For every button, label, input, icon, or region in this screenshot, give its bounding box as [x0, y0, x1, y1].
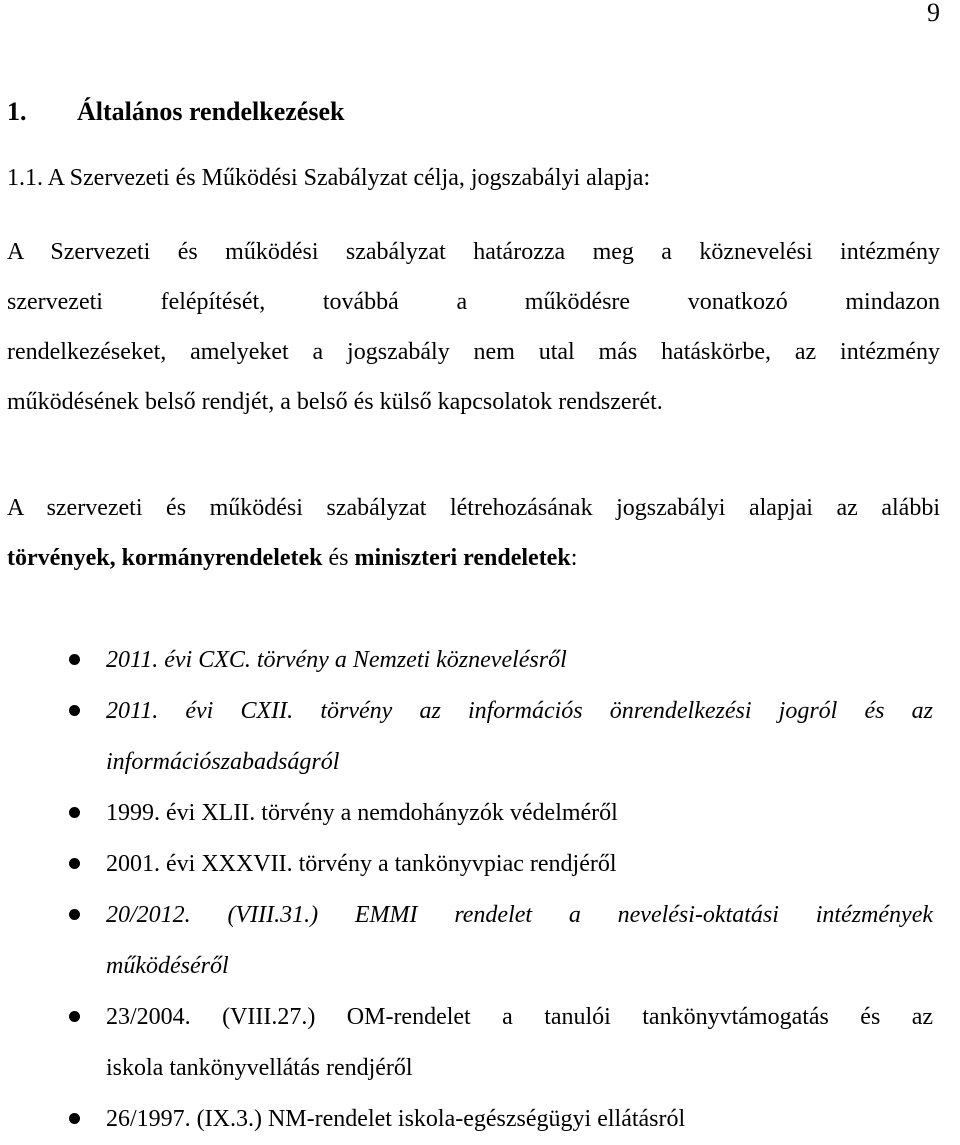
law-item	[0, 992, 933, 1094]
law-text: 2001. évi XXXVII. törvény a tankönyvpiac rendjéről	[106, 851, 617, 877]
section-number: 1.	[7, 97, 27, 126]
bullet-icon	[69, 909, 80, 920]
paragraph-end: :	[570, 545, 578, 571]
law-item	[0, 890, 933, 992]
bullet-icon	[69, 654, 80, 665]
law-item	[0, 686, 933, 788]
page-number: 9	[927, 0, 940, 27]
law-text: 2011. évi CXII. törvény az információs önrendelkezési jogról és az	[106, 698, 933, 724]
law-text: 1999. évi XLII. törvény a nemdohányzók védelméről	[106, 800, 618, 826]
paragraph-line: A szervezeti és működési szabályzat létrehozásának jogszabályi alapjai az alábbi	[7, 495, 940, 521]
purpose-paragraph	[7, 227, 940, 427]
bullet-icon	[69, 1011, 80, 1022]
law-text: 23/2004. (VIII.27.) OM-rendelet a tanulói tankönyvtámogatás és az	[106, 1004, 933, 1030]
law-item	[0, 788, 933, 839]
law-text: 20/2012. (VIII.31.) EMMI rendelet a nevelési-oktatási intézmények	[106, 902, 933, 928]
laws-decrees-emphasis: törvények, kormányrendeletek	[7, 545, 323, 571]
law-text: információszabadságról	[106, 749, 340, 775]
law-item	[0, 635, 933, 686]
paragraph-line: működésének belső rendjét, a belső és külső kapcsolatok rendszerét.	[7, 389, 663, 415]
section-title: Általános rendelkezések	[77, 97, 345, 126]
section-heading	[7, 94, 344, 130]
bullet-icon	[69, 807, 80, 818]
paragraph-line: rendelkezéseket, amelyeket a jogszabály nem utal más hatáskörbe, az intézmény	[7, 339, 940, 365]
law-text: működéséről	[106, 953, 229, 979]
bullet-icon	[69, 858, 80, 869]
law-item	[0, 839, 933, 890]
subsection-heading: 1.1. A Szervezeti és Működési Szabályzat célja, jogszabályi alapja:	[7, 165, 651, 191]
law-list	[0, 635, 960, 1145]
bullet-icon	[69, 1113, 80, 1124]
conjunction-text: és	[322, 545, 355, 571]
law-text: 26/1997. (IX.3.) NM-rendelet iskola-egészségügyi ellátásról	[106, 1106, 686, 1132]
paragraph-line: A Szervezeti és működési szabályzat határozza meg a köznevelési intézmény	[7, 239, 940, 265]
bullet-icon	[69, 705, 80, 716]
law-item	[0, 1094, 933, 1145]
paragraph-line: szervezeti felépítését, továbbá a működésre vonatkozó mindazon	[7, 289, 940, 315]
paragraph-line	[7, 533, 940, 583]
ministerial-decrees-emphasis: miniszteri rendeletek	[354, 545, 571, 571]
legal-basis-paragraph	[7, 483, 940, 583]
law-text: iskola tankönyvellátás rendjéről	[106, 1055, 413, 1081]
law-text: 2011. évi CXC. törvény a Nemzeti köznevelésről	[106, 647, 567, 673]
